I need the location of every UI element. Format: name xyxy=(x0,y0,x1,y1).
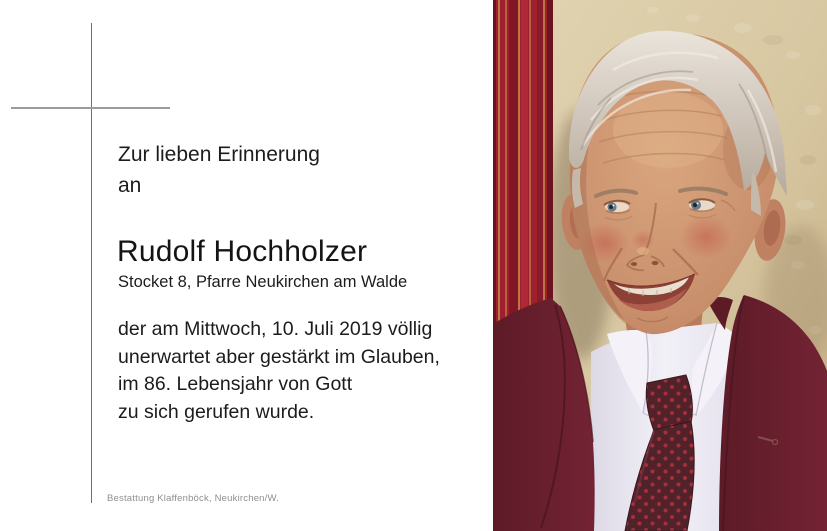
funeral-home-footer: Bestattung Klaffenböck, Neukirchen/W. xyxy=(107,493,279,504)
obituary-line: zu sich gerufen wurde. xyxy=(118,400,315,423)
red-curtain xyxy=(493,0,553,345)
cross-vertical-line xyxy=(91,23,92,503)
cross-horizontal-line xyxy=(11,107,170,109)
cheek-blush-left xyxy=(581,223,629,263)
obituary-text xyxy=(118,316,440,426)
intro-line-1: Zur lieben Erinnerung xyxy=(118,143,320,166)
intro-line-2: an xyxy=(118,174,142,197)
obituary-line: der am Mittwoch, 10. Juli 2019 völlig xyxy=(118,318,433,340)
portrait-photo xyxy=(493,0,827,531)
deceased-address: Stocket 8, Pfarre Neukirchen am Walde xyxy=(118,273,408,291)
obituary-line: im 86. Lebensjahr von Gott xyxy=(118,373,353,395)
intro-text xyxy=(118,139,320,201)
cheek-blush-right xyxy=(680,215,732,259)
deceased-name: Rudolf Hochholzer xyxy=(117,235,368,268)
obituary-line: unerwartet aber gestärkt im Glauben, xyxy=(118,345,440,368)
